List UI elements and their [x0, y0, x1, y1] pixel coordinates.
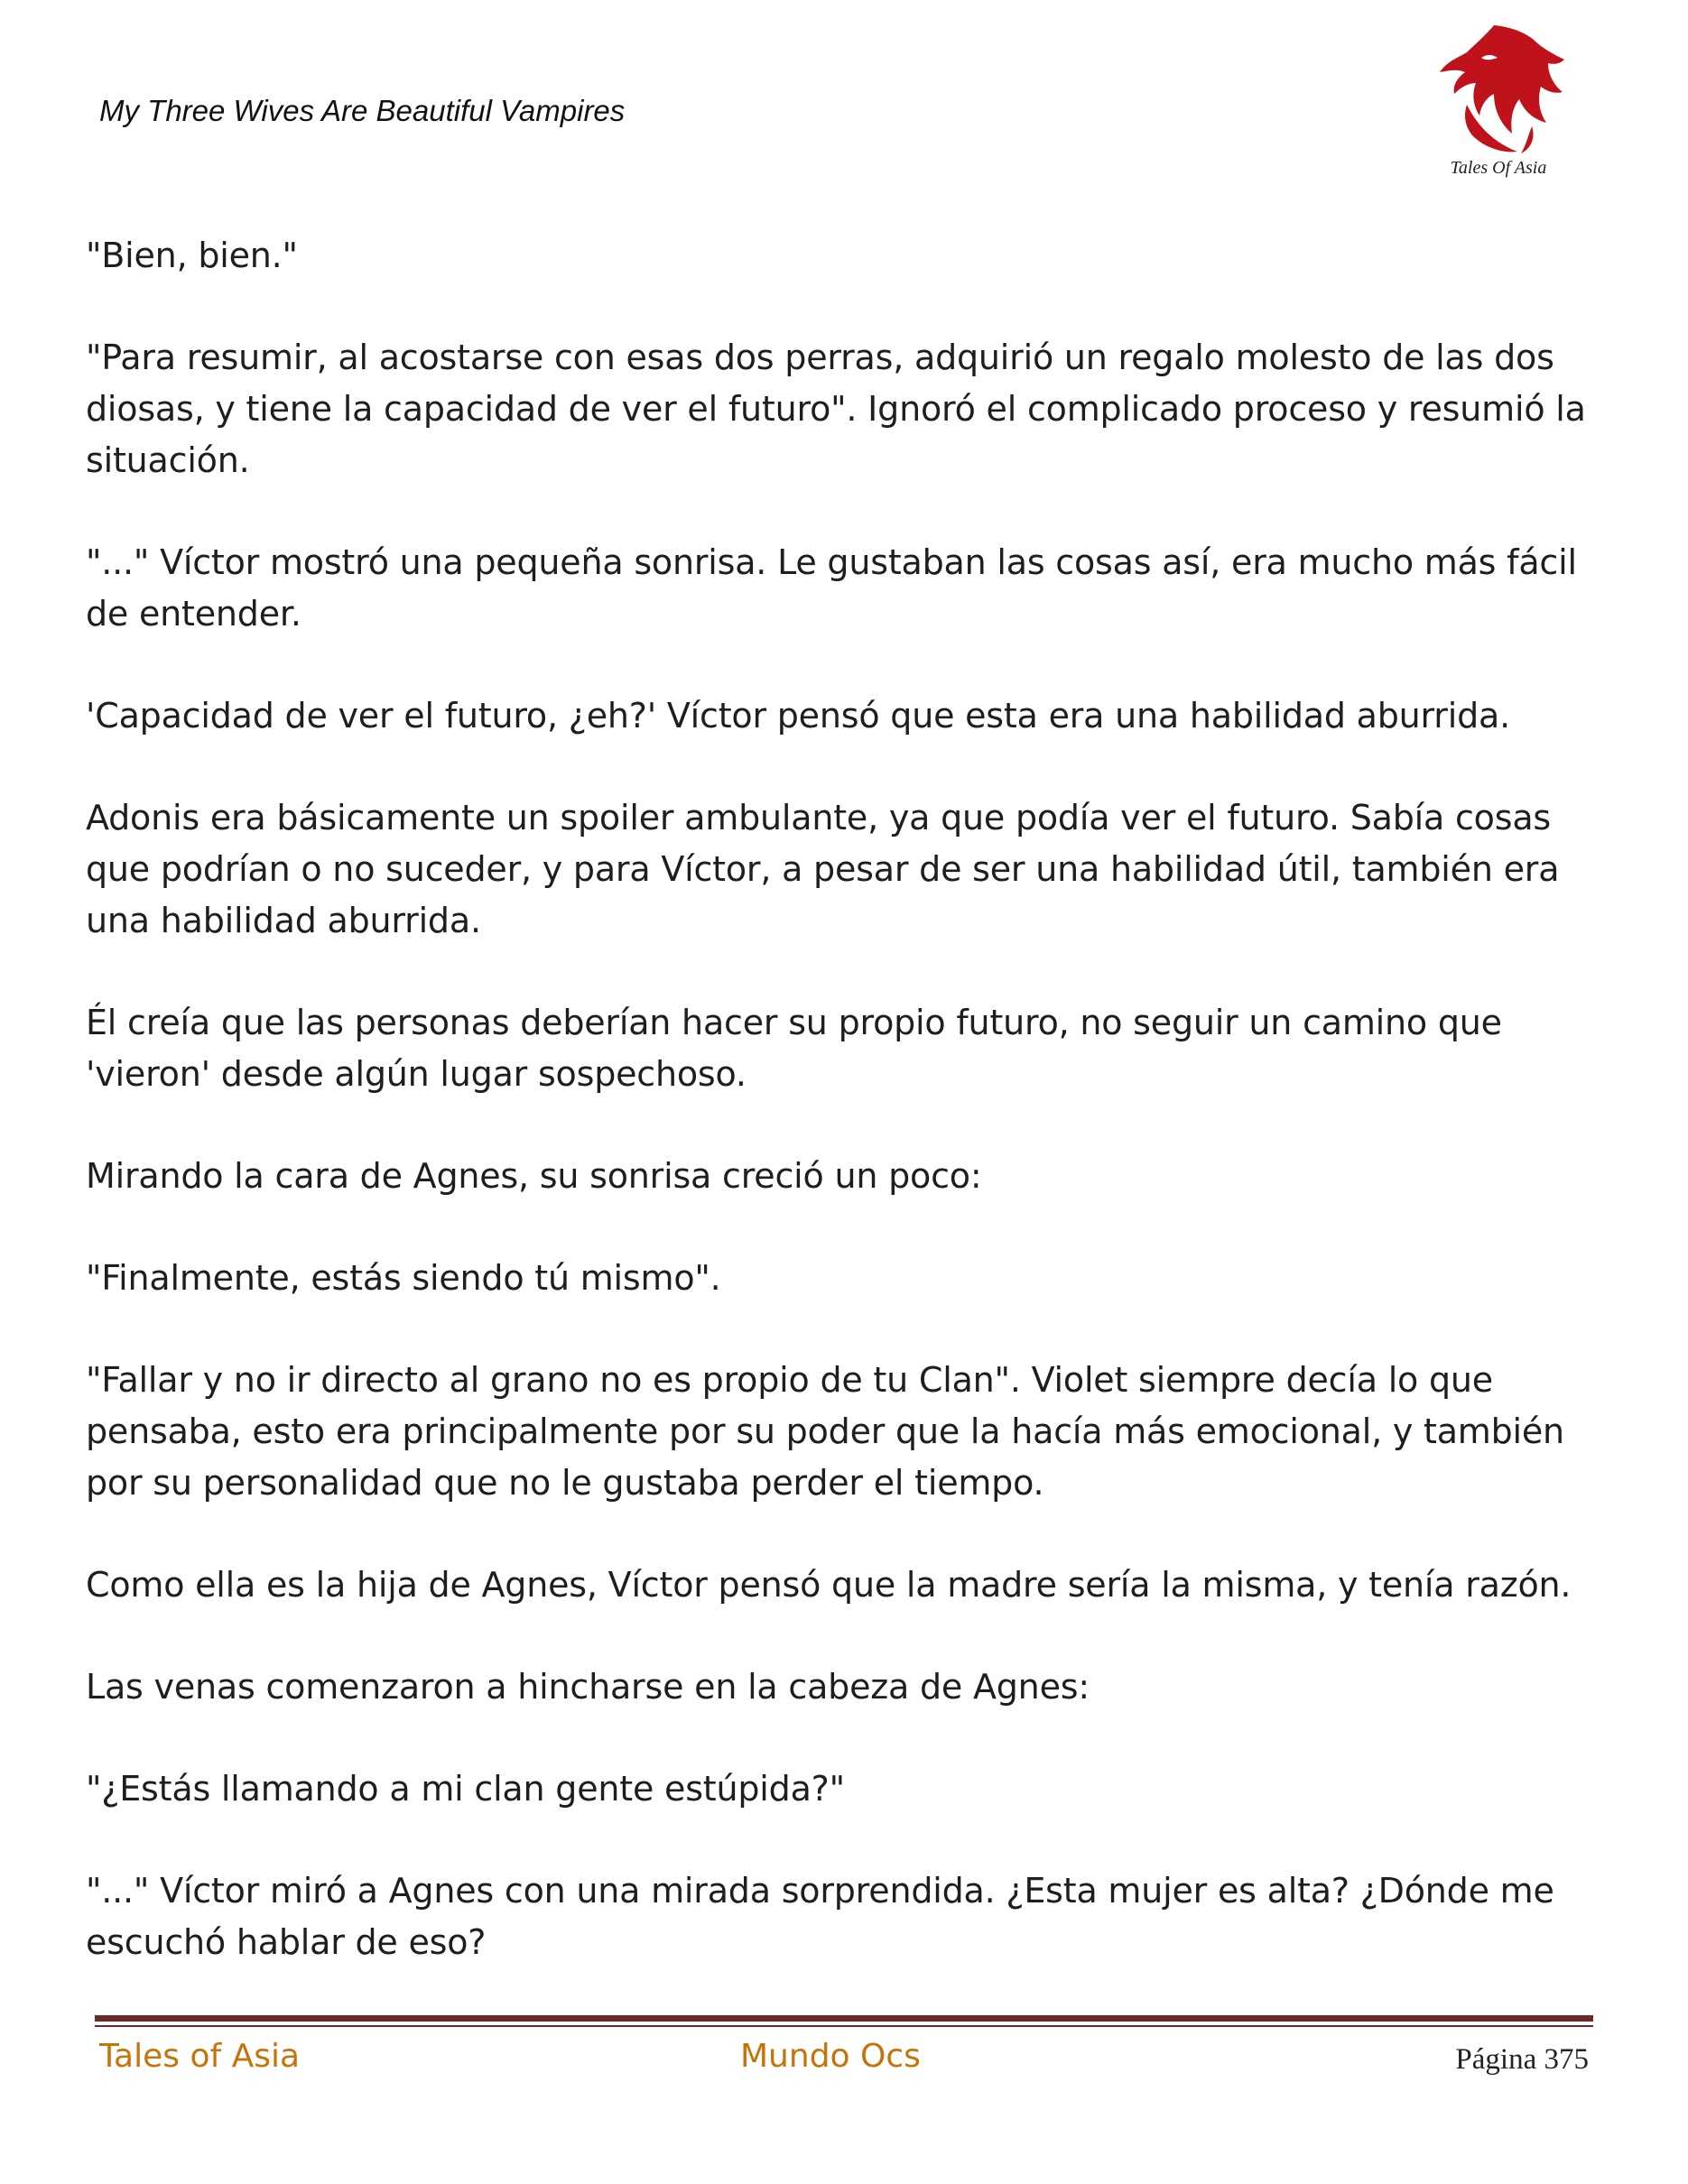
logo-text: Tales Of Asia: [1450, 158, 1547, 178]
paragraph: Él creía que las personas deberían hacer su propio futuro, no seguir un camino que 'vieron' desde algún lugar sospechoso.: [86, 1003, 1502, 1094]
paragraph: "..." Víctor mostró una pequeña sonrisa. Le gustaban las cosas así, era mucho más fácil de entender.: [86, 542, 1577, 634]
paragraph: Como ella es la hija de Agnes, Víctor pensó que la madre sería la misma, y tenía razón.: [86, 1565, 1572, 1605]
paragraph: "Bien, bien.": [86, 236, 298, 275]
footer-divider: [95, 2015, 1593, 2022]
paragraph: "..." Víctor miró a Agnes con una mirada sorprendida. ¿Esta mujer es alta? ¿Dónde me escuchó hablar de eso?: [86, 1871, 1554, 1962]
header-book-title: My Three Wives Are Beautiful Vampires: [99, 94, 626, 127]
footer-publisher: Tales of Asia: [99, 2038, 301, 2075]
paragraph: Las venas comenzaron a hincharse en la cabeza de Agnes:: [86, 1667, 1090, 1707]
page-number: Página 375: [1455, 2043, 1589, 2076]
tales-of-asia-logo: [1431, 18, 1566, 180]
paragraph: Mirando la cara de Agnes, su sonrisa creció un poco:: [86, 1156, 982, 1196]
paragraph: "¿Estás llamando a mi clan gente estúpida?": [86, 1769, 845, 1809]
paragraph: "Fallar y no ir directo al grano no es propio de tu Clan". Violet siempre decía lo que pensaba, esto era principalmente por su poder que la hacía más emocional, y también por su personalidad que no le gustaba perder el tiempo.: [86, 1360, 1564, 1503]
paragraph: "Finalmente, estás siendo tú mismo".: [86, 1258, 721, 1298]
dragon-logo-icon: [1431, 18, 1566, 180]
page-body: [86, 230, 1620, 2019]
footer-translator: Mundo Ocs: [740, 2038, 921, 2075]
footer-divider-thin: [95, 2025, 1593, 2027]
paragraph: Adonis era básicamente un spoiler ambulante, ya que podía ver el futuro. Sabía cosas que podrían o no suceder, y para Víctor, a pesar de ser una habilidad útil, también era una habilidad aburrida.: [86, 798, 1560, 940]
paragraph: 'Capacidad de ver el futuro, ¿eh?' Víctor pensó que esta era una habilidad aburrida.: [86, 696, 1510, 736]
paragraph: "Para resumir, al acostarse con esas dos perras, adquirió un regalo molesto de las dos diosas, y tiene la capacidad de ver el futuro". Ignoró el complicado proceso y resumió la situación.: [86, 338, 1586, 480]
